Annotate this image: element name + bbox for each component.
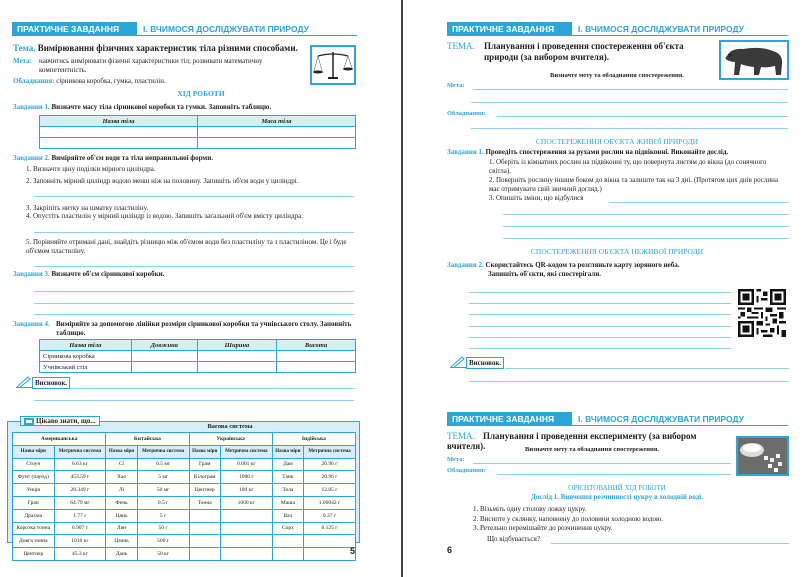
table-row	[40, 351, 356, 362]
metric-value-cell: 5 г	[137, 509, 189, 522]
procedure-title: ХІД РОБОТИ	[177, 89, 225, 98]
topic-label: ТЕМА.	[447, 41, 475, 51]
equipment-line[interactable]	[471, 128, 788, 129]
row-label: Учнівський стіл	[40, 362, 132, 373]
metric-value-cell: 5 мг	[137, 471, 189, 484]
topic-text: Вимірювання фізичних характеристик тіла різними способами.	[37, 43, 298, 53]
answer-line[interactable]	[469, 381, 789, 382]
metric-header: Метрична система	[54, 445, 106, 458]
task-2-step: 1. Визначте ціну поділки мірного циліндра.	[26, 165, 156, 173]
header-label: ПРАКТИЧНЕ ЗАВДАННЯ	[447, 22, 572, 35]
unit-name-header: Назва міри	[106, 445, 137, 458]
equipment-line[interactable]	[497, 116, 788, 117]
header-label: ПРАКТИЧНЕ ЗАВДАННЯ	[12, 22, 137, 35]
equipment	[13, 77, 303, 85]
answer-line[interactable]	[505, 368, 789, 369]
table-row	[13, 496, 356, 509]
metric-value-cell: 50 г	[137, 522, 189, 535]
metric-value-cell: 0.5 г	[137, 496, 189, 509]
unit-name-cell: Дань	[106, 548, 137, 561]
metric-value-cell: 50 кг	[137, 548, 189, 561]
answer-line[interactable]	[34, 232, 354, 233]
experiment-step: 2. Висипте у склянку, наповнену до половини холодною водою.	[473, 515, 663, 523]
task-1-text: Визначте масу тіла сірникової коробки та гумки. Заповніть таблицю.	[51, 103, 272, 111]
unit-name-cell: Сорх	[272, 522, 303, 535]
page-header-2	[447, 412, 788, 426]
metric-value-cell: 0.37 г	[304, 509, 356, 522]
metric-value-cell: 1000 кг	[220, 496, 272, 509]
task-4	[13, 320, 358, 337]
metric-value-cell: 1016 кг	[54, 535, 106, 548]
unit-name-cell: Унція	[13, 484, 55, 497]
mass-table-cell[interactable]	[198, 138, 356, 149]
mass-table-cell[interactable]	[40, 138, 198, 149]
metric-value-cell: 500 г	[137, 535, 189, 548]
unit-name-cell	[189, 535, 220, 548]
metric-value-cell: 0.5 мг	[137, 458, 189, 471]
dimensions-table-header: Ширина	[197, 340, 276, 351]
unit-name-cell: Вал	[272, 509, 303, 522]
page-header	[12, 22, 357, 36]
page-left	[0, 0, 402, 577]
task-1-step: 2. Поверніть рослину іншим боком до вікна та залиште так на 3 дні. (Протягом цих днів рослина має отримувати свій звичний догляд.)	[489, 176, 778, 193]
topic-text: Планування і проведення спостереження об'єкта природи (за вибором вчителя).	[484, 41, 684, 62]
goal-label: Мета:	[447, 82, 465, 89]
header-section: І. ВЧИМОСЯ ДОСЛІДЖУВАТИ ПРИРОДУ	[578, 24, 744, 34]
sugar-icon	[738, 438, 787, 474]
instruction: Визначте мету та обладнання спостереження.	[550, 72, 684, 79]
pen-icon	[450, 356, 466, 368]
metric-header: Метрична система	[220, 445, 272, 458]
table-row	[13, 522, 356, 535]
table-row	[13, 458, 356, 471]
dimension-cell[interactable]	[131, 351, 197, 362]
dimension-cell[interactable]	[197, 351, 276, 362]
unit-name-cell: Лі	[106, 484, 137, 497]
answer-line[interactable]	[503, 238, 789, 239]
info-icon	[24, 418, 34, 425]
answer-line[interactable]	[34, 196, 354, 197]
dimensions-table-header: Довжина	[131, 340, 197, 351]
task-2-text-2: Запишіть об'єкти, які спостерігали.	[488, 270, 601, 278]
answer-line[interactable]	[469, 314, 731, 315]
system-header: Українська	[189, 433, 272, 446]
mass-table-header: Назва тіла	[40, 116, 198, 127]
task-4-text: Виміряйте за допомогою лінійки розміри сірникової коробки та учнівського столу. Заповніть таблицю.	[56, 320, 352, 337]
task-2-step: 5. Порівняйте отримані дані, знайдіть різницю між об'ємом води без пластиліну та з пластиліном. Це і буде об'ємом пластиліну.	[26, 238, 347, 255]
scales-icon	[312, 47, 354, 83]
answer-line[interactable]	[34, 266, 354, 267]
topic	[447, 41, 717, 63]
metric-value-cell: 0.001 кг	[220, 458, 272, 471]
mass-table-cell[interactable]	[198, 127, 356, 138]
answer-line[interactable]	[609, 202, 789, 203]
metric-value-cell	[220, 522, 272, 535]
answer-line[interactable]	[34, 400, 354, 401]
task-2-label: Завдання 2.	[13, 154, 50, 162]
equipment-label: Обладнання:	[447, 110, 486, 117]
mass-table	[39, 115, 356, 149]
answer-line[interactable]	[503, 214, 789, 215]
page-right	[403, 0, 810, 577]
table-row	[13, 535, 356, 548]
goal-label: Мета:	[13, 57, 32, 65]
table-row	[13, 471, 356, 484]
unit-name-cell: Довга тонна	[13, 535, 55, 548]
metric-value-cell: 6.63 кг	[54, 458, 106, 471]
dimension-cell[interactable]	[131, 362, 197, 373]
mass-table-cell[interactable]	[40, 127, 198, 138]
goal-line[interactable]	[471, 102, 788, 103]
metric-value-cell	[304, 548, 356, 561]
table-row	[13, 484, 356, 497]
unit-name-cell: Стоун	[13, 458, 55, 471]
fact-box-title	[20, 416, 100, 426]
unit-name-header: Назва міри	[189, 445, 220, 458]
task-2-text: Скористайтесь QR-кодом та розгляньте карту зоряного неба.	[485, 261, 680, 269]
unit-name-cell: Тола	[272, 484, 303, 497]
task-4-label: Завдання 4.	[13, 320, 50, 328]
experiment-title: Дослід 1. Вивчення розчинності цукру в холодній воді.	[531, 493, 703, 501]
metric-header: Метрична система	[304, 445, 356, 458]
task-2-step: 3. Закріпіть нитку на шматку пластиліну.	[26, 204, 149, 212]
page-number: 6	[447, 545, 453, 555]
answer-line[interactable]	[469, 326, 731, 327]
metric-value-cell: 20.96 г	[304, 458, 356, 471]
metric-value-cell: 100 кг	[220, 484, 272, 497]
table-row	[13, 548, 356, 561]
task-1	[13, 103, 271, 111]
sugar-picture	[736, 436, 789, 476]
unit-name-header: Назва міри	[272, 445, 303, 458]
unit-name-cell	[272, 548, 303, 561]
unit-name-cell	[189, 509, 220, 522]
goal-line[interactable]	[473, 463, 731, 464]
unit-name-cell: Центнер	[13, 548, 55, 561]
unit-name-cell: Коротка тонна	[13, 522, 55, 535]
dimensions-table	[39, 339, 356, 373]
answer-line[interactable]	[503, 226, 789, 227]
topic-label: ТЕМА.	[447, 431, 475, 441]
metric-value-cell	[220, 548, 272, 561]
metric-value-cell: 1000 г	[220, 471, 272, 484]
unit-name-cell: Центнер	[189, 484, 220, 497]
task-3	[13, 270, 164, 278]
metric-value-cell: 20.96 г	[304, 471, 356, 484]
task-3-label: Завдання 3.	[13, 270, 50, 278]
unit-name-cell	[189, 522, 220, 535]
dimensions-table-header: Висота	[276, 340, 355, 351]
unit-name-cell: Дам	[272, 458, 303, 471]
metric-value-cell	[220, 509, 272, 522]
metric-value-cell	[304, 535, 356, 548]
mass-table-header: Маса тіла	[198, 116, 356, 127]
task-2	[13, 154, 213, 162]
pen-icon	[16, 376, 32, 388]
page-number: 5	[350, 546, 356, 556]
metric-value-cell: 45.3 кг	[54, 548, 106, 561]
goal-label-2: Мета:	[447, 456, 465, 463]
equipment-line[interactable]	[497, 474, 731, 475]
dimension-cell[interactable]	[197, 362, 276, 373]
metric-value-cell: 0.907 т	[54, 522, 106, 535]
unit-name-cell: Фунт (паунд)	[13, 471, 55, 484]
topic	[13, 43, 303, 53]
header-section: І. ВЧИМОСЯ ДОСЛІДЖУВАТИ ПРИРОДУ	[578, 414, 744, 424]
metric-value-cell: 1.77 г	[54, 509, 106, 522]
system-header: Китайська	[106, 433, 189, 446]
task-2-text: Виміряйте об'єм води та тіла неправильної форми.	[51, 154, 213, 162]
unit-name-cell: Драхма	[13, 509, 55, 522]
unit-name-cell: Маша	[272, 496, 303, 509]
goal-text: навчитись вимірювати фізичні характеристики тіл; розвивати математичну компетентність.	[39, 57, 263, 74]
task-1-label: Завдання 1.	[447, 148, 484, 156]
topic-text: Планування і проведення експерименту (за вибором вчителя).	[447, 431, 697, 451]
answer-line[interactable]	[34, 291, 354, 292]
unit-name-cell: Кілограм	[189, 471, 220, 484]
task-3-text: Визначте об'см сірникової коробки.	[51, 270, 165, 278]
experiment-step: 3. Ретельно перемішайте до розчинення цукру.	[473, 524, 613, 532]
system-header: Індійська	[272, 433, 355, 446]
metric-value-cell: 64.79 мг	[54, 496, 106, 509]
system-header: Американська	[13, 433, 106, 446]
unit-name-cell: Тонна	[189, 496, 220, 509]
header-label: ПРАКТИЧНЕ ЗАВДАННЯ	[447, 412, 572, 425]
equipment-text: сірникова коробка, гумка, пластилін.	[56, 77, 166, 85]
page-header	[447, 22, 788, 36]
equipment-label: Обладнання:	[13, 77, 55, 85]
conclusion-label: Висновок.	[466, 357, 504, 369]
unit-name-cell: Фень	[106, 496, 137, 509]
question: Що відбувається?	[487, 535, 540, 543]
section-title-nonliving: СПОСТЕРЕЖЕННЯ ОБ'ЄКТА НЕЖИВОЇ ПРИРОДИ	[530, 247, 704, 256]
experiment-step: 1. Візьміть одну столову ложку цукру.	[473, 505, 587, 513]
task-2-step: 2. Заповніть мірний циліндр водою менш ніж на половину. Запишіть об'єм води у циліндрі.	[26, 177, 299, 185]
task-2-step: 4. Опустіть пластилін у мірний циліндр із водою. Запишіть загальний об'єм вмісту циліндра.	[26, 212, 303, 220]
table-row	[13, 509, 356, 522]
answer-line[interactable]	[551, 543, 789, 544]
metric-value-cell: 50 мг	[137, 484, 189, 497]
row-label: Сірникова коробка	[40, 351, 132, 362]
unit-name-cell: Грам	[189, 458, 220, 471]
instruction-2: Визначте мету та обладнання спостереження.	[525, 446, 659, 453]
task-1	[447, 148, 728, 156]
task-1-text: Проведіть спостереження за рухами рослин на підвіконні. Виконайте дослід.	[485, 148, 729, 156]
metric-value-cell: 1.00042 г	[304, 496, 356, 509]
unit-name-cell: Гран	[13, 496, 55, 509]
unit-name-cell: Цзинь	[106, 535, 137, 548]
header-section: І. ВЧИМОСЯ ДОСЛІДЖУВАТИ ПРИРОДУ	[143, 24, 309, 34]
scales-picture	[310, 45, 356, 85]
section-title-living: СПОСТЕРЕЖЕННЯ ОБ'ЄКТА ЖИВОЇ ПРИРОДИ	[535, 137, 699, 146]
conclusion-label: Висновок.	[32, 377, 70, 389]
metric-header: Метрична система	[137, 445, 189, 458]
equipment-label-2: Обладнання:	[447, 467, 486, 474]
goal-line[interactable]	[473, 89, 788, 90]
answer-line[interactable]	[469, 337, 731, 338]
answer-line[interactable]	[469, 292, 731, 293]
weight-system-table	[12, 432, 356, 561]
answer-line[interactable]	[469, 348, 731, 349]
unit-name-cell: Танк	[272, 471, 303, 484]
unit-name-cell	[189, 548, 220, 561]
metric-value-cell: 28.349 г	[54, 484, 106, 497]
task-2-label: Завдання 2.	[447, 261, 484, 269]
goal	[13, 57, 303, 75]
task-1-label: Завдання 1.	[13, 103, 50, 111]
unit-name-cell: Хао	[106, 471, 137, 484]
answer-line[interactable]	[70, 388, 355, 389]
procedure-title-2: ОРІЄНТОВАНИЙ ХІД РОБОТИ	[568, 484, 666, 492]
metric-value-cell: 12.05 г	[304, 484, 356, 497]
dimension-cell[interactable]	[276, 362, 355, 373]
task-1-step: 1. Оберіть із кімнатних рослин на підвіконні ту, що повернута листям до вікна (до сонячного світла).	[489, 158, 767, 175]
qr-code-icon[interactable]	[738, 289, 786, 337]
table-row	[40, 362, 356, 373]
fact-box-title-text: Цікаво знати, що...	[36, 417, 96, 425]
task-2	[447, 261, 679, 279]
unit-name-cell: Цянь	[106, 509, 137, 522]
unit-name-cell	[272, 535, 303, 548]
unit-name-header: Назва міри	[13, 445, 55, 458]
weight-table-title: Вагова система	[207, 423, 253, 430]
metric-value-cell: 453.59 г	[54, 471, 106, 484]
topic-label: Тема.	[13, 43, 36, 53]
answer-line[interactable]	[34, 303, 354, 304]
metric-value-cell: 0.125 г	[304, 522, 356, 535]
unit-name-cell: Ci	[106, 458, 137, 471]
metric-value-cell	[220, 535, 272, 548]
task-1-step: 3. Опишіть зміни, що відбулися	[489, 194, 584, 202]
answer-line[interactable]	[34, 314, 354, 315]
answer-line[interactable]	[469, 303, 731, 304]
dimension-cell[interactable]	[276, 351, 355, 362]
dimensions-table-header: Назва тіла	[40, 340, 132, 351]
unit-name-cell: Лян	[106, 522, 137, 535]
